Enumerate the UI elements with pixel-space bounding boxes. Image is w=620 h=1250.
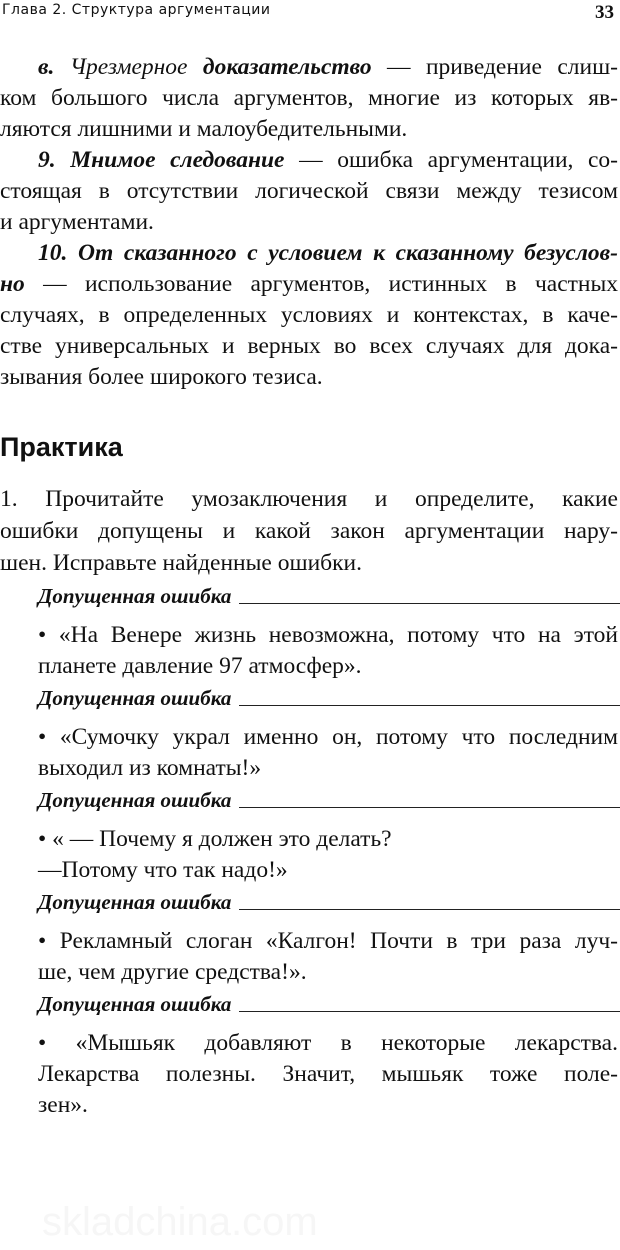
example-line: • «На Венере жизнь невозможна, потому что на этой — [38, 622, 618, 648]
answer-line[interactable] — [239, 602, 620, 604]
term: 9. Мнимое следование — [38, 147, 285, 173]
paragraph-8-line: ляются лишними и малоубедительными. — [0, 116, 408, 142]
text: — использование аргументов, истинных в частных — [43, 271, 619, 297]
example-line: • Рекламный слоган «Калгон! Почти в три раза луч- — [38, 928, 618, 954]
example-line: —Потому что так надо!» — [38, 857, 288, 883]
example-line: выходил из комнаты!» — [38, 755, 262, 781]
example-line: зен». — [38, 1092, 88, 1118]
paragraph-10-line: случаях, в определенных условиях и контекстах, в каче- — [0, 302, 618, 328]
paragraph-9-line — [0, 145, 618, 176]
paragraph-8-line: ком большого числа аргументов, многие из которых яв- — [0, 85, 618, 111]
text: — ошибка аргументации, со- — [299, 147, 619, 173]
example-line: • «Сумочку украл именно он, потому что последним — [38, 724, 618, 750]
answer-field[interactable] — [38, 686, 620, 711]
paragraph-9-line: и аргументами. — [0, 209, 154, 235]
example-line: Лекарства полезны. Значит, мышьяк тоже поле- — [38, 1061, 618, 1087]
paragraph-10-line: 10. От сказанного с условием к сказанному безуслов- — [38, 240, 618, 266]
example-line: планете давление 97 атмосфер». — [38, 653, 362, 679]
answer-field[interactable] — [38, 992, 620, 1017]
answer-label: Допущенная ошибка — [38, 584, 232, 608]
answer-line[interactable] — [239, 908, 620, 910]
answer-label: Допущенная ошибка — [38, 992, 232, 1016]
task-line: шен. Исправьте найденные ошибки. — [0, 550, 362, 576]
task-line: ошибки допущены и какой закон аргументации нару- — [0, 518, 618, 544]
example-line: • «Мышьяк добавляют в некоторые лекарства. — [38, 1030, 618, 1056]
example-line: ше, чем другие средства!». — [38, 959, 307, 985]
paragraph-10-line — [0, 269, 618, 300]
paragraph-10-line: стве универсальных и верных во всех случаях для дока- — [0, 333, 618, 359]
term-part: Чрезмерное — [69, 54, 188, 80]
paragraph-8-line — [0, 52, 618, 83]
answer-label: Допущенная ошибка — [38, 686, 232, 710]
paragraph-10-line: зывания более широкого тезиса. — [0, 364, 323, 390]
section-heading: Практика — [0, 432, 123, 462]
answer-label: Допущенная ошибка — [38, 890, 232, 914]
page-number: 33 — [595, 2, 614, 23]
watermark: skladchina.com — [42, 1200, 318, 1244]
answer-field[interactable] — [38, 788, 620, 813]
answer-field[interactable] — [38, 890, 620, 915]
paragraph-9-line: стоящая в отсутствии логической связи между тезисом — [0, 178, 618, 204]
task-line: 1. Прочитайте умозаключения и определите, какие — [0, 486, 618, 512]
answer-line[interactable] — [239, 1010, 620, 1012]
answer-line[interactable] — [239, 704, 620, 706]
answer-line[interactable] — [239, 806, 620, 808]
running-header: Глава 2. Структура аргументации — [2, 2, 271, 18]
answer-field[interactable] — [38, 584, 620, 609]
term-part: доказательство — [202, 54, 372, 80]
term: но — [0, 271, 25, 297]
example-line: • « — Почему я должен это делать? — [38, 826, 392, 852]
answer-label: Допущенная ошибка — [38, 788, 232, 812]
item-number: в. — [38, 54, 55, 80]
text: — приведение слиш- — [387, 54, 619, 80]
